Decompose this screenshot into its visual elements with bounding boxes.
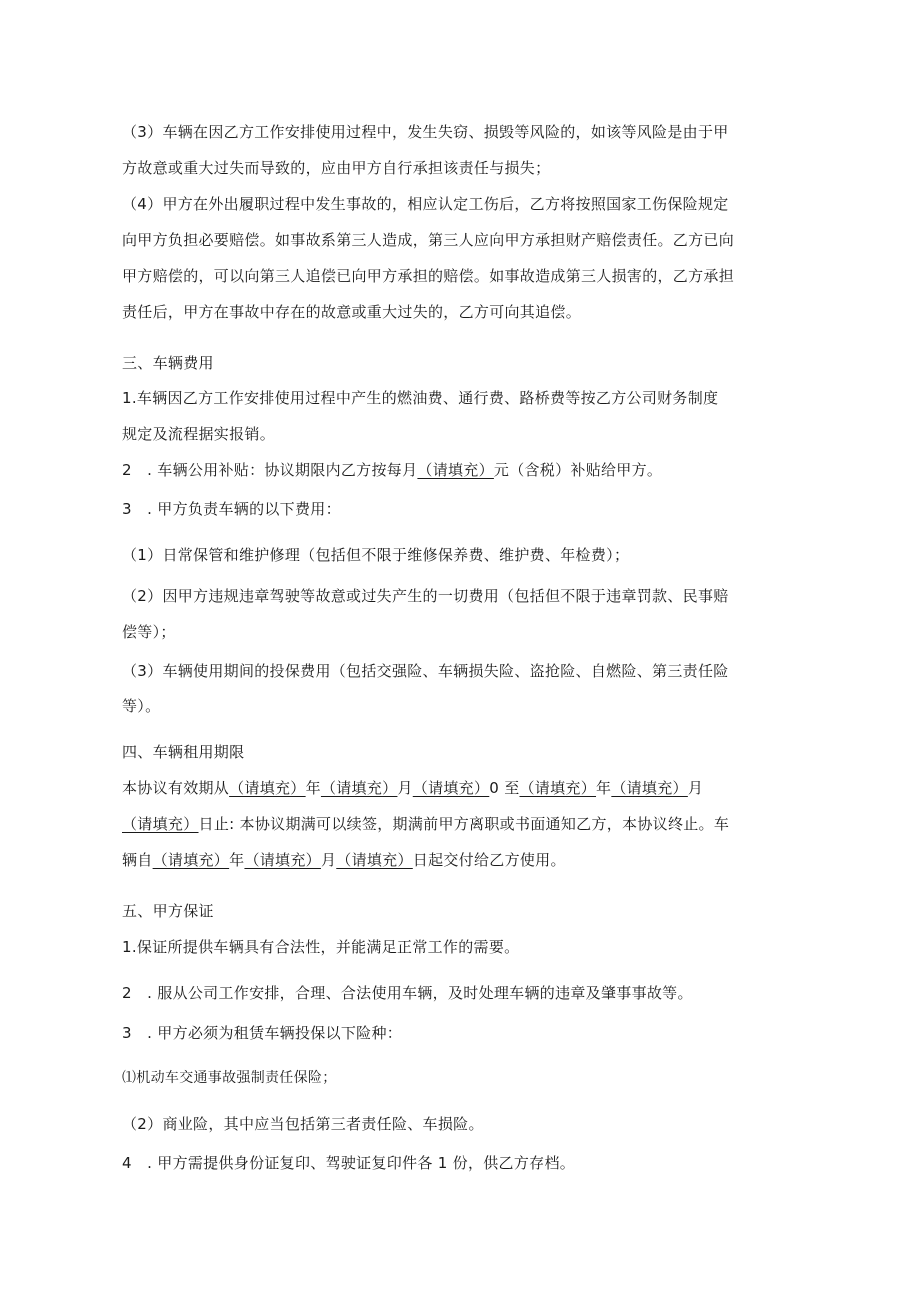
guarantee-item-3: 3 . 甲方必须为租赁车辆投保以下险种：	[122, 1024, 403, 1042]
fee-item-3-sub-1: （1）日常保管和维护修理（包括但不限于维修保养费、维护费、年检费）；	[122, 546, 630, 564]
clause-4-line-3: 甲方赔偿的，可以向第三人追偿已向甲方承担的赔偿。如事故造成第三人损害的，乙方承担	[122, 267, 735, 285]
fee-item-3-sub-3-line-1: （3）车辆使用期间的投保费用（包括交强险、车辆损失险、盗抢险、自燃险、第三责任险	[122, 662, 729, 680]
fill-in-blank[interactable]: （请填充）	[519, 779, 597, 797]
term-text: 本协议有效期从	[122, 779, 230, 797]
term-text: 年	[229, 851, 245, 869]
fill-in-blank[interactable]: （请填充）	[336, 851, 413, 869]
clause-3-line-2: 方故意或重大过失而导致的，应由甲方自行承担该责任与损失；	[122, 159, 551, 177]
fee-item-3-sub-2-line-2: 偿等）；	[122, 623, 176, 641]
guarantee-item-3-sub-2: （2）商业险，其中应当包括第三者责任险、车损险。	[122, 1115, 484, 1133]
fee-item-2-text: 2 . 车辆公用补贴：协议期限内乙方按每月	[122, 461, 418, 479]
term-text: 年	[596, 779, 612, 797]
term-text: 0 至	[489, 779, 520, 797]
guarantee-item-1: 1.保证所提供车辆具有合法性，并能满足正常工作的需要。	[122, 938, 520, 956]
fill-in-blank[interactable]: （请填充）	[611, 779, 688, 797]
section-4-heading: 四、车辆租用期限	[122, 743, 245, 761]
fee-item-3: 3 . 甲方负责车辆的以下费用：	[122, 500, 341, 518]
term-text: 年	[305, 779, 321, 797]
fee-item-2	[122, 460, 662, 480]
term-text: 日起交付给乙方使用。	[412, 851, 566, 869]
fee-item-2-text-end: 元（含税）补贴给甲方。	[493, 461, 663, 479]
term-text: 日止: 本协议期满可以续签，期满前甲方离职或书面通知乙方，本协议终止。车	[198, 815, 730, 833]
fill-in-blank[interactable]: （请填充）	[244, 851, 321, 869]
fee-item-1-line-1: 1.车辆因乙方工作安排使用过程中产生的燃油费、通行费、路桥费等按乙方公司财务制度	[122, 389, 719, 407]
fill-in-blank[interactable]: （请填充）	[122, 815, 199, 833]
section-3-heading: 三、车辆费用	[122, 354, 214, 372]
clause-3-line-1: （3）车辆在因乙方工作安排使用过程中，发生失窃、损毁等风险的，如该等风险是由于甲	[122, 123, 729, 141]
fill-in-blank[interactable]: （请填充）	[412, 779, 490, 797]
guarantee-item-3-sub-1: ⑴机动车交通事故强制责任保险；	[122, 1070, 337, 1086]
term-line-1	[122, 778, 703, 798]
term-line-3	[122, 850, 566, 870]
guarantee-item-4: 4 . 甲方需提供身份证复印、驾驶证复印件各 1 份，供乙方存档。	[122, 1154, 576, 1172]
term-line-2	[122, 814, 729, 834]
term-text: 月	[320, 851, 337, 869]
clause-4-line-1: （4）甲方在外出履职过程中发生事故的，相应认定工伤后，乙方将按照国家工伤保险规定	[122, 195, 729, 213]
fill-in-blank[interactable]: （请填充）	[229, 779, 306, 797]
fill-in-blank[interactable]: （请填充）	[152, 851, 230, 869]
fill-in-blank[interactable]: （请填充）	[320, 779, 398, 797]
fee-item-1-line-2: 规定及流程据实报销。	[122, 425, 276, 443]
fee-item-3-sub-2-line-1: （2）因甲方违规违章驾驶等故意或过失产生的一切费用（包括但不限于违章罚款、民事赔	[122, 587, 729, 605]
clause-4-line-4: 责任后，甲方在事故中存在的故意或重大过失的，乙方可向其追偿。	[122, 303, 582, 321]
term-text: 月	[397, 779, 413, 797]
clause-4-line-2: 向甲方负担必要赔偿。如事故系第三人造成，第三人应向甲方承担财产赔偿责任。乙方已向	[122, 231, 735, 249]
term-text: 辆自	[122, 851, 153, 869]
fee-item-3-sub-3-line-2: 等）。	[122, 697, 161, 715]
section-5-heading: 五、甲方保证	[122, 902, 214, 920]
fill-in-blank[interactable]: （请填充）	[417, 461, 494, 479]
term-text: 月	[687, 779, 704, 797]
guarantee-item-2: 2 . 服从公司工作安排，合理、合法使用车辆，及时处理车辆的违章及肇事事故等。	[122, 984, 693, 1002]
